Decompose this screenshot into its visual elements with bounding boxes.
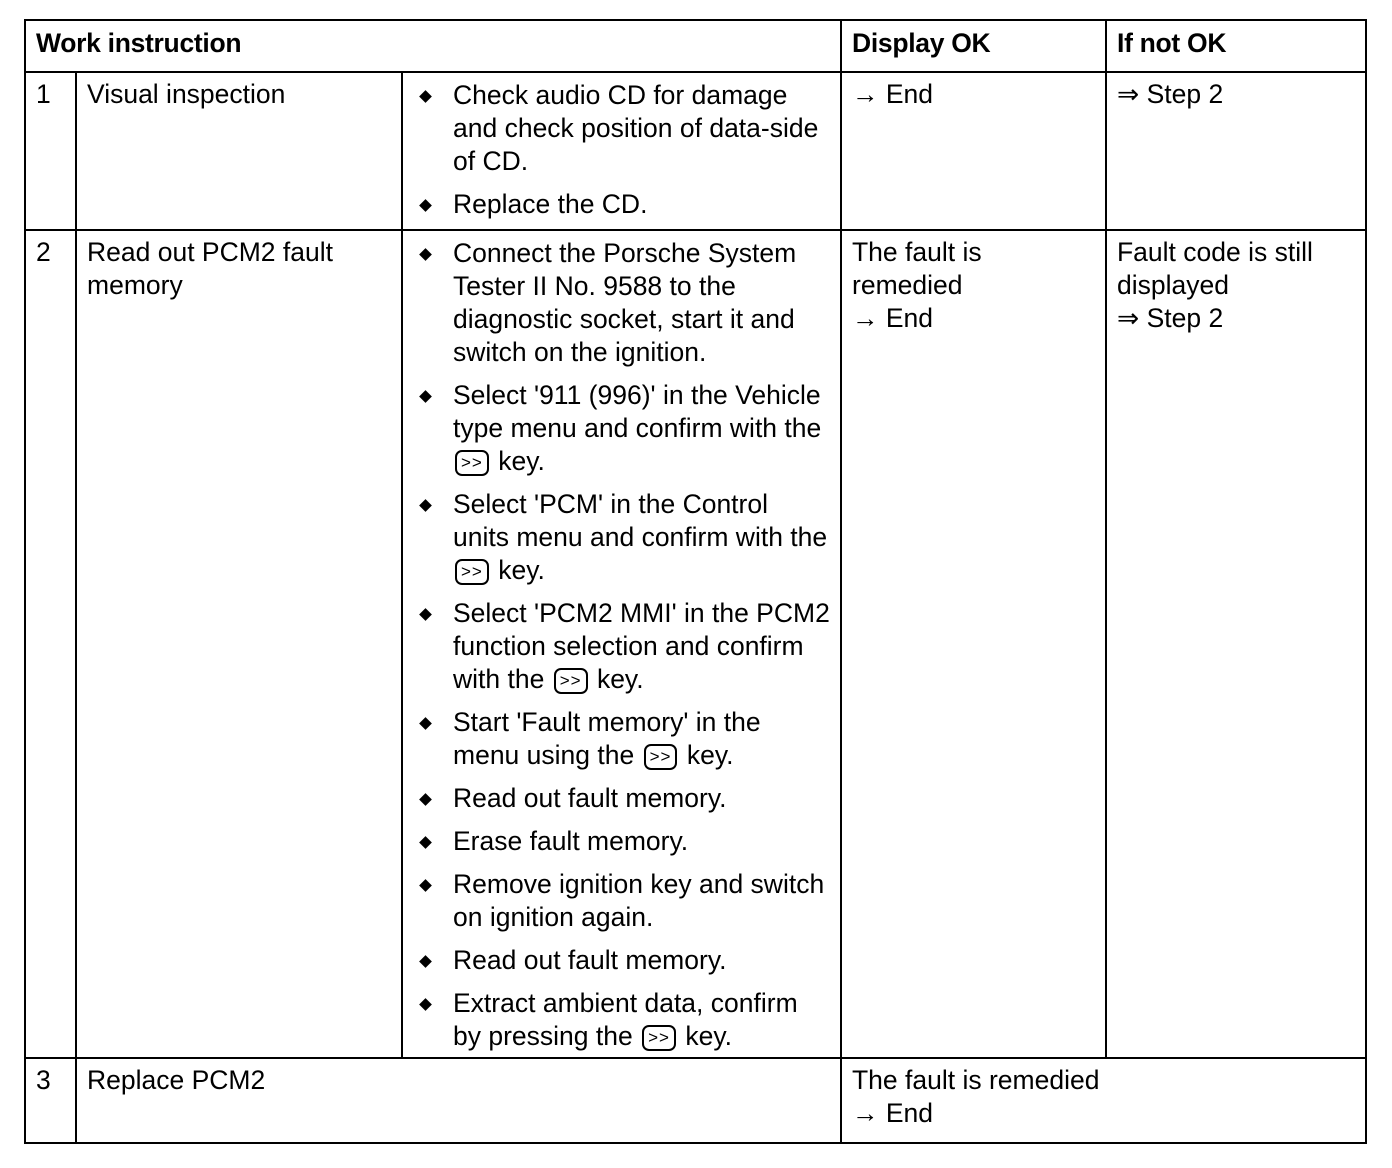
display-ok-cell bbox=[841, 1058, 1366, 1143]
instruction-text: Read out fault memory. bbox=[453, 945, 727, 975]
instruction-item bbox=[413, 188, 830, 221]
if-not-ok-cell bbox=[1106, 72, 1366, 230]
if-not-ok-result: Fault code is still displayed bbox=[1117, 237, 1313, 300]
forward-key-icon: >> bbox=[642, 1025, 676, 1051]
step-instructions bbox=[402, 230, 841, 1058]
instruction-item bbox=[413, 944, 830, 977]
instruction-text: Start 'Fault memory' in the menu using the bbox=[453, 707, 761, 770]
forward-key-icon: >> bbox=[554, 668, 588, 694]
instruction-item bbox=[413, 597, 830, 696]
diamond-bullet-icon bbox=[419, 248, 432, 261]
diamond-bullet-icon bbox=[419, 879, 432, 892]
instruction-text: Select 'PCM' in the Control units menu and confirm with the bbox=[453, 489, 828, 552]
instruction-item bbox=[413, 868, 830, 934]
step-number: 2 bbox=[25, 230, 76, 1058]
instruction-item bbox=[413, 706, 830, 772]
diamond-bullet-icon bbox=[419, 199, 432, 212]
step-number: 3 bbox=[25, 1058, 76, 1143]
display-ok-result: The fault is remedied bbox=[852, 237, 982, 300]
instruction-item bbox=[413, 987, 830, 1053]
table-row-step-3 bbox=[25, 1058, 1366, 1143]
step-title: Read out PCM2 fault memory bbox=[76, 230, 402, 1058]
display-ok-cell bbox=[841, 230, 1106, 1058]
instruction-text: Connect the Porsche System Tester II No. 9588 to the diagnostic socket, start it and switch on the ignition. bbox=[453, 238, 797, 367]
step-instructions bbox=[402, 72, 841, 230]
instruction-item bbox=[413, 825, 830, 858]
instruction-text: Replace the CD. bbox=[453, 189, 648, 219]
display-ok-next: → End bbox=[852, 303, 934, 333]
display-ok-next: → End bbox=[852, 1098, 934, 1128]
instruction-text-end: key. bbox=[686, 740, 734, 770]
diamond-bullet-icon bbox=[419, 793, 432, 806]
step-title: Visual inspection bbox=[76, 72, 402, 230]
diamond-bullet-icon bbox=[419, 90, 432, 103]
instruction-text-end: key. bbox=[498, 446, 545, 476]
forward-key-icon: >> bbox=[644, 744, 678, 770]
table-header-row bbox=[25, 20, 1366, 72]
instruction-text: Read out fault memory. bbox=[453, 783, 727, 813]
instruction-text-end: key. bbox=[596, 664, 644, 694]
instruction-item bbox=[413, 488, 830, 587]
display-ok-header: Display OK bbox=[841, 20, 1106, 72]
forward-key-icon: >> bbox=[455, 450, 489, 476]
work-instruction-table bbox=[24, 19, 1367, 1144]
step-number: 1 bbox=[25, 72, 76, 230]
if-not-ok-cell bbox=[1106, 230, 1366, 1058]
instruction-item bbox=[413, 782, 830, 815]
instruction-text: Extract ambient data, confirm by pressing the bbox=[453, 988, 798, 1051]
diamond-bullet-icon bbox=[419, 499, 432, 512]
if-not-ok-next: ⇒ Step 2 bbox=[1117, 303, 1224, 333]
instruction-item bbox=[413, 379, 830, 478]
display-ok-cell bbox=[841, 72, 1106, 230]
diamond-bullet-icon bbox=[419, 717, 432, 730]
instruction-text: Select 'PCM2 MMI' in the PCM2 function selection and confirm with the bbox=[453, 598, 830, 694]
instruction-item bbox=[413, 237, 830, 369]
diamond-bullet-icon bbox=[419, 998, 432, 1011]
table-row-step-1 bbox=[25, 72, 1366, 230]
instruction-text: Remove ignition key and switch on ignition again. bbox=[453, 869, 825, 932]
if-not-ok-result: ⇒ Step 2 bbox=[1117, 79, 1224, 109]
if-not-ok-header: If not OK bbox=[1106, 20, 1366, 72]
diamond-bullet-icon bbox=[419, 836, 432, 849]
display-ok-result: The fault is remedied bbox=[852, 1065, 1100, 1095]
forward-key-icon: >> bbox=[455, 559, 489, 585]
instruction-text-end: key. bbox=[685, 1021, 732, 1051]
step-title: Replace PCM2 bbox=[76, 1058, 841, 1143]
instruction-text: Select '911 (996)' in the Vehicle type menu and confirm with the bbox=[453, 380, 822, 443]
work-instruction-header: Work instruction bbox=[25, 20, 841, 72]
instruction-text: Erase fault memory. bbox=[453, 826, 689, 856]
diamond-bullet-icon bbox=[419, 955, 432, 968]
diamond-bullet-icon bbox=[419, 608, 432, 621]
diamond-bullet-icon bbox=[419, 390, 432, 403]
table-row-step-2 bbox=[25, 230, 1366, 1058]
instruction-text-end: key. bbox=[498, 555, 545, 585]
instruction-text: Check audio CD for damage and check position of data-side of CD. bbox=[453, 80, 819, 176]
display-ok-result: → End bbox=[852, 79, 934, 109]
instruction-item bbox=[413, 79, 830, 178]
